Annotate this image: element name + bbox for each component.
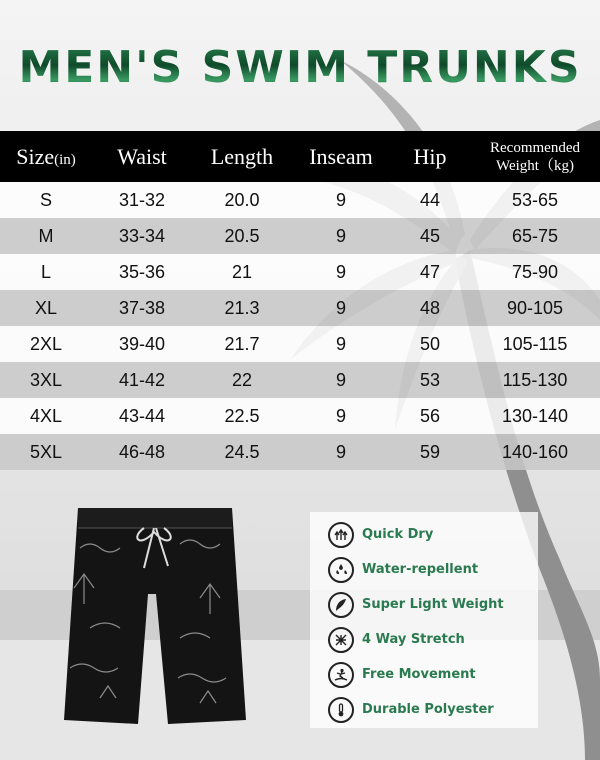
table-row: [0, 326, 600, 362]
cell-length: 20.0: [224, 189, 260, 210]
quick-dry-icon: [328, 522, 354, 548]
feature-label: Durable Polyester: [362, 702, 494, 717]
feature-item: [310, 622, 538, 657]
feature-item: [310, 552, 538, 587]
header-weight-line2: Weight（kg): [496, 157, 574, 174]
header-weight: [470, 131, 600, 182]
size-chart-table: [0, 131, 600, 470]
header-size: [0, 131, 92, 182]
table-row: [0, 362, 600, 398]
cell-hip: 53: [419, 369, 441, 390]
thermometer-icon: [328, 697, 354, 723]
cell-waist: 31-32: [118, 189, 166, 210]
feather-icon: [328, 592, 354, 618]
cell-size: S: [39, 189, 52, 210]
cell-waist: 39-40: [118, 333, 166, 354]
cell-length: 20.5: [224, 225, 260, 246]
cell-hip: 44: [419, 189, 441, 210]
feature-item: [310, 657, 538, 692]
cell-size: 3XL: [29, 369, 63, 390]
cell-length: 22.5: [224, 405, 260, 426]
feature-label: Water-repellent: [362, 562, 479, 577]
cell-inseam: 9: [335, 333, 346, 354]
cell-hip: 45: [419, 225, 441, 246]
cell-inseam: 9: [335, 405, 346, 426]
cell-weight: 65-75: [511, 225, 559, 246]
cell-inseam: 9: [335, 225, 346, 246]
feature-label: Free Movement: [362, 667, 476, 682]
cell-waist: 46-48: [118, 441, 166, 462]
cell-inseam: 9: [335, 369, 346, 390]
water-drops-icon: [328, 557, 354, 583]
cell-length: 22: [231, 369, 253, 390]
stretch-fabric-icon: [328, 627, 354, 653]
cell-size: 4XL: [29, 405, 63, 426]
table-row: [0, 398, 600, 434]
cell-weight: 115-130: [502, 369, 568, 390]
cell-inseam: 9: [335, 261, 346, 282]
cell-weight: 105-115: [502, 333, 568, 354]
cell-size: M: [38, 225, 54, 246]
cell-weight: 140-160: [501, 441, 569, 462]
page-title: MEN'S SWIM TRUNKS: [0, 38, 600, 98]
cell-size: XL: [34, 297, 58, 318]
cell-waist: 43-44: [118, 405, 166, 426]
cell-inseam: 9: [335, 441, 346, 462]
table-row: [0, 254, 600, 290]
cell-length: 24.5: [224, 441, 260, 462]
cell-length: 21: [231, 261, 253, 282]
feature-label: Super Light Weight: [362, 597, 504, 612]
surfer-icon: [328, 662, 354, 688]
cell-hip: 48: [419, 297, 441, 318]
header-inseam: Inseam: [309, 143, 373, 169]
features-panel: [310, 512, 538, 728]
table-row: [0, 290, 600, 326]
feature-item: [310, 517, 538, 552]
table-row: [0, 434, 600, 470]
cell-size: L: [40, 261, 51, 282]
header-hip: Hip: [413, 143, 447, 169]
cell-weight: 130-140: [501, 405, 569, 426]
cell-length: 21.3: [224, 297, 260, 318]
feature-label: 4 Way Stretch: [362, 632, 465, 647]
cell-weight: 53-65: [511, 189, 559, 210]
cell-inseam: 9: [335, 297, 346, 318]
header-size-label: Size: [16, 143, 55, 169]
header-weight-line1: Recommended: [490, 139, 580, 156]
cell-weight: 90-105: [506, 297, 564, 318]
cell-length: 21.7: [224, 333, 260, 354]
feature-item: [310, 692, 538, 727]
table-row: [0, 182, 600, 218]
cell-hip: 50: [419, 333, 441, 354]
cell-hip: 59: [419, 441, 441, 462]
cell-waist: 41-42: [118, 369, 166, 390]
cell-waist: 35-36: [118, 261, 166, 282]
header-size-unit: (in): [54, 151, 76, 168]
header-length: Length: [210, 143, 274, 169]
cell-hip: 56: [419, 405, 441, 426]
cell-size: 5XL: [29, 441, 63, 462]
table-row: [0, 218, 600, 254]
cell-hip: 47: [419, 261, 441, 282]
swim-trunks-product-image: [60, 498, 250, 730]
feature-label: Quick Dry: [362, 527, 434, 542]
cell-weight: 75-90: [511, 261, 559, 282]
table-header-row: [0, 131, 600, 182]
cell-inseam: 9: [335, 189, 346, 210]
cell-waist: 37-38: [118, 297, 166, 318]
cell-waist: 33-34: [118, 225, 166, 246]
cell-size: 2XL: [29, 333, 63, 354]
feature-item: [310, 587, 538, 622]
header-waist: Waist: [117, 143, 167, 169]
